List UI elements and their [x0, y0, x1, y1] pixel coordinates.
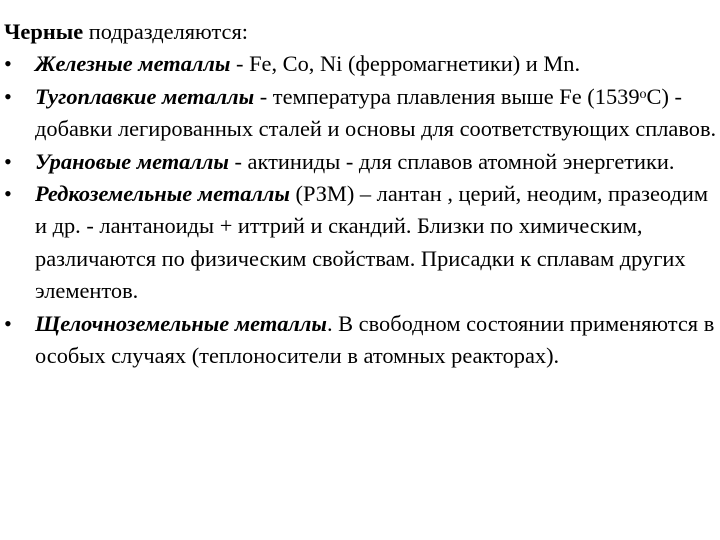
item-text: - актиниды - для сплавов атомной энергетики. [228, 148, 675, 174]
item-text: - температура плавления выше Fe (1539 [254, 83, 640, 109]
term: Щелочноземельные металлы [35, 310, 327, 336]
slide-content [4, 16, 718, 372]
list-item-iron-metals [4, 48, 718, 80]
term: Тугоплавкие металлы [35, 83, 255, 109]
intro-bold: Черные [4, 19, 84, 44]
bullet-icon: • [4, 310, 12, 336]
item-text-continued: C) - добавки легированных сталей и основы для соответствующих сплавов. [35, 83, 717, 142]
bullet-icon: • [4, 83, 12, 109]
term: Редкоземельные металлы [35, 181, 290, 207]
list-item-uranium-metals [4, 146, 718, 178]
list-item-alkaline-earth-metals [4, 308, 718, 373]
term: Урановые металлы [35, 148, 229, 174]
degree-superscript: o [639, 86, 647, 102]
intro-line [4, 16, 718, 48]
term: Железные металлы [35, 51, 231, 77]
bullet-icon: • [4, 181, 12, 207]
bullet-icon: • [4, 51, 12, 77]
bullet-icon: • [4, 148, 12, 174]
bullet-list [4, 48, 718, 372]
intro-text: подразделяются: [83, 19, 249, 44]
item-text: - Fe, Co, Ni (ферромагнетики) и Mn. [230, 51, 581, 77]
item-text: . В свободном состоянии применяются в особых случаях (теплоносители в атомных реакторах). [35, 310, 715, 369]
item-text: (РЗМ) – лантан , церий, неодим, празеодим и др. - лантаноиды + иттрий и скандий. Близки по химическим, различаются по физическим свойствам. Присадки к сплавам других элементов. [35, 181, 709, 304]
list-item-refractory-metals [4, 81, 718, 146]
list-item-rare-earth-metals [4, 178, 718, 308]
